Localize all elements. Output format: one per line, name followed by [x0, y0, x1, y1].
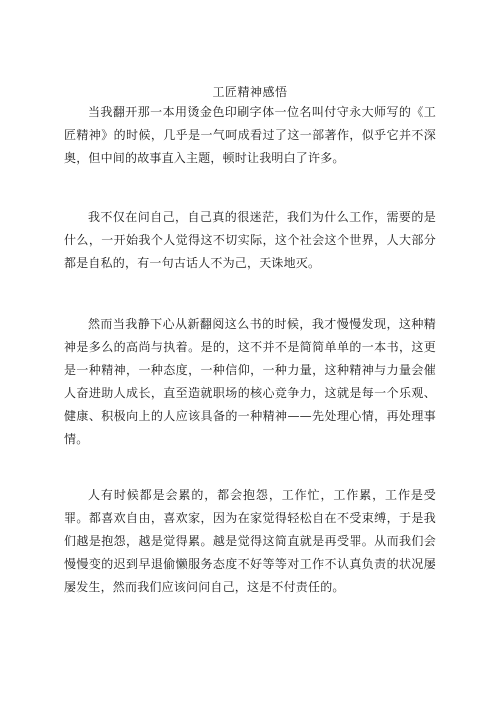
paragraph-2: 我不仅在问自己，自己真的很迷茫，我们为什么工作，需要的是什么，一开始我个人觉得这不切实际，这个社会这个世界，人大部分都是自私的，有一句古话人不为己，天诛地灭。: [64, 210, 436, 270]
document-title: 工匠精神感悟: [212, 85, 288, 99]
paragraph-4: 人有时候都是会累的，都会抱怨，工作忙，工作累，工作是受罪。都喜欢自由，喜欢家，因为在家觉得轻松自在不受束缚，于是我们越是抱怨，越是觉得累。越是觉得这简直就是再受罪。从而我们会慢慢变的迟到早退偷懒服务态度不好等等对工作不认真负责的状况屡屡发生，然而我们应该问问自己，这是不付责任的。: [64, 488, 436, 594]
paragraph-1: 当我翻开那一本用烫金色印刷字体一位名叫付守永大师写的《工匠精神》的时候，几乎是一气呵成看过了这一部著作，似乎它并不深奥，但中间的故事直入主题，顿时让我明白了许多。: [64, 105, 436, 165]
paragraph-3: 然而当我静下心从新翻阅这么书的时候，我才慢慢发现，这种精神是多么的高尚与执着。是的，这不并不是简简单单的一本书，这更是一种精神，一种态度，一种信仰，一种力量，这种精神与力量会催人奋进助人成长，直至造就职场的核心竞争力，这就是每一个乐观、健康、积极向上的人应该具备的一种精神——先处理心情，再处理事情。: [64, 317, 436, 446]
